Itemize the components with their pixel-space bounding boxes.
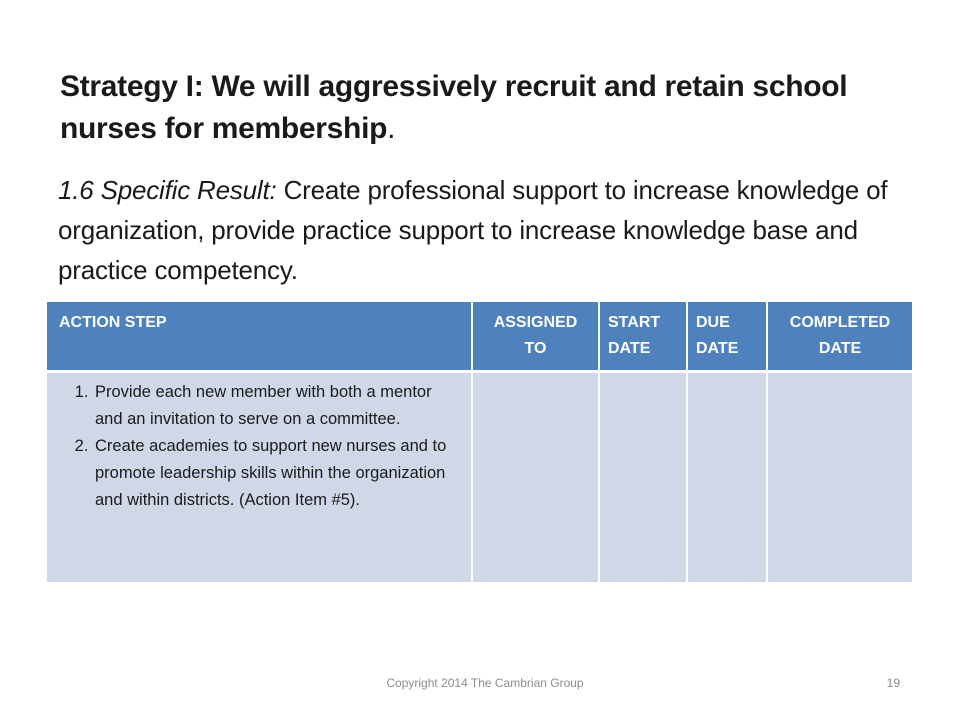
due-date-cell [687,372,767,583]
action-plan-table [47,302,912,582]
table-row [47,372,912,583]
page-number: 19 [886,676,900,690]
start-date-cell [599,372,687,583]
column-header-action-step: ACTION STEP [47,302,472,372]
copyright-text: Copyright 2014 The Cambrian Group [386,676,584,690]
action-step-item: 1. Provide each new member with both a mentor and an invitation to serve on a committee. [93,379,461,433]
specific-result-label: 1.6 Specific Result: [58,175,277,205]
action-step-list [55,379,461,514]
title-period: . [387,112,396,145]
column-header-completed-date: COMPLETED DATE [767,302,912,372]
column-header-assigned-to: ASSIGNED TO [472,302,599,372]
action-step-cell [47,372,472,583]
assigned-to-cell [472,372,599,583]
slide-title [60,66,920,150]
specific-result-text: Create professional support to increase knowledge of organization, provide practice support to increase knowledge base and practice competency. [58,175,888,285]
completed-date-cell [767,372,912,583]
title-text: Strategy I: We will aggressively recruit and retain school nurses for membership [60,70,848,145]
column-header-start-date: START DATE [599,302,687,372]
action-step-item: 2. Create academies to support new nurses and to promote leadership skills within the organization and within districts. (Action Item #5). [93,433,461,514]
specific-result [58,170,928,290]
column-header-due-date: DUE DATE [687,302,767,372]
table-header-row [47,302,912,372]
